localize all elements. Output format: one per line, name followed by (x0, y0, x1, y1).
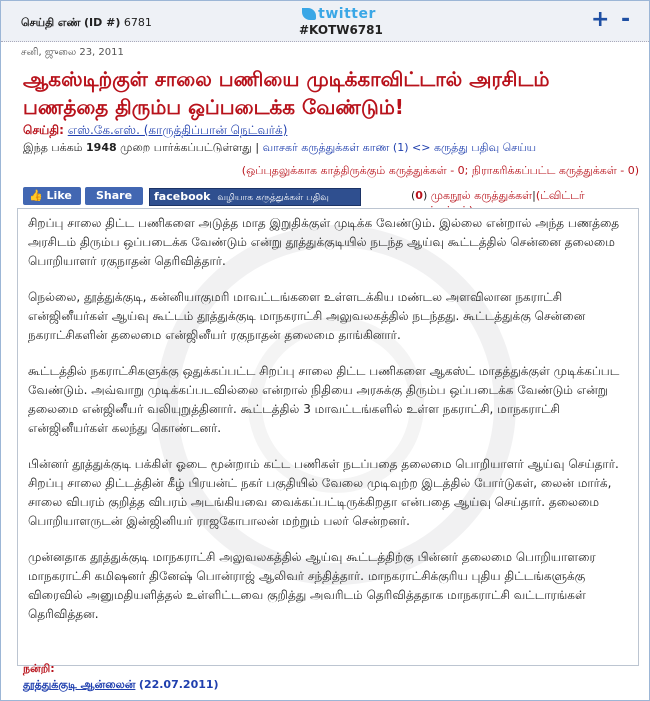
article-paragraph-2: நெல்லை, தூத்துக்குடி, கன்னியாகுமரி மாவட்டங்களை உள்ளடக்கிய மண்டல அளவிலான நகராட்சி என்ஜினீயர்கள் ஆய்வு கூட்டம் தூத்துக்குடி மாநகராட்சி அலுவலகத்தில் நடந்தது. கூட்டத்துக்கு சென்னை நகராட்சிகளின் தலைமை என்ஜினீயர் ரகுநாதன் தலைமை தாங்கினார். (28, 290, 586, 342)
fb-comments-link[interactable]: முகநூல் கருத்துக்கள் (430, 189, 533, 202)
views-separator: | (255, 141, 260, 154)
thumbs-up-icon: 👍 (29, 189, 43, 202)
article-date: சனி, ஜுலை 23, 2011 (21, 47, 124, 58)
news-id-suffix: (ID #) (84, 16, 121, 29)
footer-source-date: (22.07.2011) (138, 678, 219, 691)
twitter-logo[interactable] (299, 6, 379, 22)
facebook-label: facebook (154, 190, 211, 203)
views-count: 1948 (86, 141, 117, 154)
comments-open-paren: ( (411, 189, 416, 202)
article-headline: ஆகஸ்டிற்குள் சாலை பணியை முடிக்காவிட்டால் அரசிடம் பணத்தை திரும்ப ஒப்படைக்க வேண்டும்! (23, 67, 550, 119)
article-paragraph-3: கூட்டத்தில் நகராட்சிகளுக்கு ஒதுக்கப்பட்ட சிறப்பு சாலை திட்ட பணிகளை ஆகஸ்ட் மாதத்துக்குள் முடிக்கப்பட வேண்டும். அவ்வாறு முடிக்கப்படவில்லை என்றால் நிதியை அரசுக்கு திரும்ப ஒப்படைக்க வேண்டும் என்று தலைமை என்ஜினீயர் வலியுறுத்தினார். கூட்டத்தில் 3 மாவட்டங்களில் உள்ள நகராட்சி, மாநகராட்சி என்ஜினீயர்கள் கலந்து கொண்டனர். (28, 364, 620, 435)
article-body (17, 208, 639, 666)
reader-comments-link[interactable]: வாசகர் கருத்துக்கள் காண (1) <> கருத்து பதிவு செய்ய (262, 141, 537, 154)
increase-font-button[interactable]: + (591, 7, 610, 32)
facebook-comment-text: வழியாக கருத்துக்கள் பதிவு (217, 193, 329, 203)
comments-close-paren: ) (422, 189, 428, 202)
news-id-label: செய்தி எண் (21, 16, 81, 29)
header-bar (1, 1, 649, 42)
source-link[interactable]: எஸ்.கே.எஸ். (காருத்திப்பான் நெட்வர்க்) (67, 123, 288, 137)
views-prefix: இந்த பக்கம் (23, 141, 83, 154)
twitter-label: twitter (318, 6, 376, 22)
social-bar (23, 187, 643, 207)
article-paragraph-5: முன்னதாக தூத்துக்குடி மாநகராட்சி அலுவலகத்தில் ஆய்வு கூட்டத்திற்கு பின்னர் தலைமை பொறியாளரை மாநகராட்சி கமிஷனர் தினேஷ் பொன்ராஜ் ஆலிவர் சந்தித்தார். மாநகராட்சிக்குரிய புதிய திட்டங்களுக்கு விரைவில் அனுமதியளித்தல் உள்ளிட்டவை குறித்து அவரிடம் தெரிவித்ததாக மாநகராட்சி வட்டாரங்கள் தெரிவித்தன. (28, 550, 596, 621)
twitter-hashtag[interactable]: #KOTW6781 (299, 23, 383, 37)
like-button[interactable] (23, 187, 81, 205)
comments-separator: | (532, 189, 536, 202)
article-footer (23, 661, 219, 693)
thanks-label: நன்றி: (23, 662, 55, 675)
view-stats (23, 141, 536, 156)
article-byline (23, 123, 287, 139)
decrease-font-button[interactable]: - (621, 7, 631, 32)
twitter-widget[interactable] (299, 6, 383, 37)
comments-count: 0 (415, 189, 423, 202)
source-label: செய்தி: (23, 123, 64, 137)
share-button[interactable]: Share (85, 187, 143, 205)
like-label: Like (46, 189, 72, 202)
article-paragraph-4: பின்னர் தூத்துக்குடி பக்கிள் ஓடை மூன்றாம் கட்ட பணிகள் நடப்பதை தலைமை பொறியாளர் ஆய்வு செய்தார். சிறப்பு சாலை திட்டத்தின் கீழ் பிரயன்ட் நகர் பகுதியில் வேலை முடிவுற்ற இடத்தில் போர்டுகள், லைன் மார்க், சாலை விபரம் குறித்த விபரம் அடங்கியவை வைக்கப்பட்டிருக்கிறதா என்பதை ஆய்வு செய்தார். தலைமை பொறியாளருடன் இன்ஜினியர் ராஜகோபாலன் மற்றும் பலர் சென்றனர். (28, 457, 619, 528)
article-paragraph-1: சிறப்பு சாலை திட்ட பணிகளை அடுத்த மாத இறுதிக்குள் முடிக்க வேண்டும். இல்லை என்றால் அந்த பணத்தை அரசிடம் திரும்ப ஒப்படைக்க வேண்டும் என்று தூத்துக்குடியில் நடந்த ஆய்வு கூட்டத்தில் சென்னை தலைமை பொறியாளர் ரகுநாதன் தெரிவித்தார். (28, 216, 620, 268)
news-id (21, 16, 152, 31)
twitter-bird-icon (302, 8, 316, 20)
twitter-comments-link[interactable]: (ட்விட்டர் (535, 189, 585, 202)
footer-source-link[interactable]: தூத்துக்குடி ஆன்லைன் (23, 678, 136, 691)
views-suffix: முறை பார்க்கப்பட்டுள்ளது (120, 141, 252, 154)
news-id-value: 6781 (123, 16, 152, 29)
facebook-comment-button[interactable] (149, 188, 361, 206)
comment-approval-counts: (ஒப்புதலுக்காக காத்திருக்கும் கருத்துக்கள் - 0; நிராகரிக்கப்பட்ட கருத்துக்கள் - 0) (241, 164, 639, 177)
